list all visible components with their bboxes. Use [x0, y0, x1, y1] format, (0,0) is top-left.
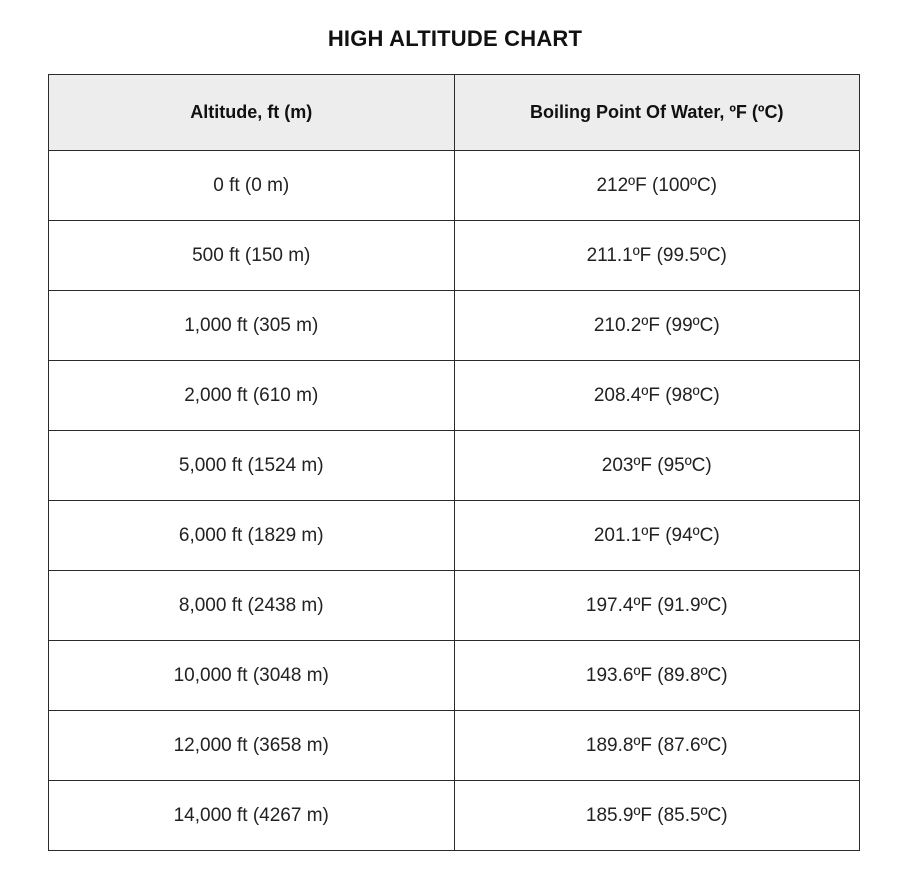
altitude-cell: 10,000 ft (3048 m)	[49, 641, 455, 711]
boiling-point-cell: 203ºF (95ºC)	[454, 431, 860, 501]
altitude-cell: 5,000 ft (1524 m)	[49, 431, 455, 501]
table-row	[49, 361, 860, 431]
altitude-cell: 8,000 ft (2438 m)	[49, 571, 455, 641]
table-row	[49, 571, 860, 641]
boiling-point-cell: 185.9ºF (85.5ºC)	[454, 781, 860, 851]
table-row	[49, 711, 860, 781]
altitude-cell: 6,000 ft (1829 m)	[49, 501, 455, 571]
altitude-cell: 500 ft (150 m)	[49, 221, 455, 291]
boiling-point-cell: 210.2ºF (99ºC)	[454, 291, 860, 361]
table-row	[49, 781, 860, 851]
table-row	[49, 501, 860, 571]
boiling-point-cell: 208.4ºF (98ºC)	[454, 361, 860, 431]
table-row	[49, 431, 860, 501]
altitude-cell: 1,000 ft (305 m)	[49, 291, 455, 361]
altitude-cell: 14,000 ft (4267 m)	[49, 781, 455, 851]
altitude-column-header: Altitude, ft (m)	[49, 75, 455, 151]
altitude-cell: 2,000 ft (610 m)	[49, 361, 455, 431]
table-row	[49, 151, 860, 221]
altitude-cell: 12,000 ft (3658 m)	[49, 711, 455, 781]
table-row	[49, 291, 860, 361]
boiling-point-column-header: Boiling Point Of Water, ºF (ºC)	[454, 75, 860, 151]
boiling-point-cell: 193.6ºF (89.8ºC)	[454, 641, 860, 711]
altitude-cell: 0 ft (0 m)	[49, 151, 455, 221]
boiling-point-cell: 212ºF (100ºC)	[454, 151, 860, 221]
table-row	[49, 641, 860, 711]
boiling-point-cell: 211.1ºF (99.5ºC)	[454, 221, 860, 291]
table-row	[49, 221, 860, 291]
boiling-point-cell: 189.8ºF (87.6ºC)	[454, 711, 860, 781]
page-title: HIGH ALTITUDE CHART	[327, 26, 583, 51]
table-header-row	[49, 75, 860, 151]
boiling-point-cell: 197.4ºF (91.9ºC)	[454, 571, 860, 641]
boiling-point-cell: 201.1ºF (94ºC)	[454, 501, 860, 571]
altitude-boiling-point-table	[48, 74, 860, 851]
